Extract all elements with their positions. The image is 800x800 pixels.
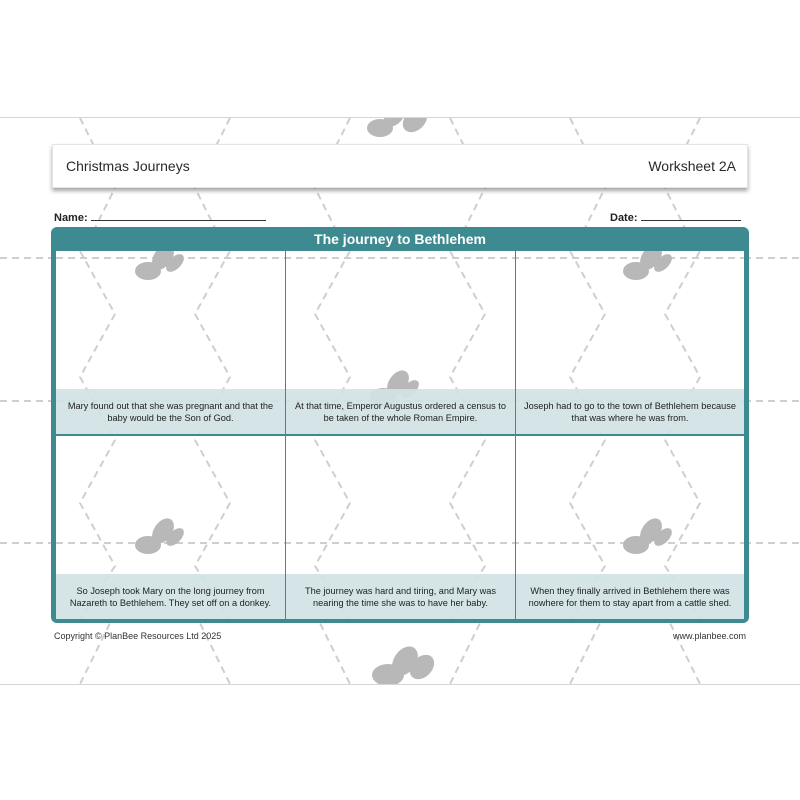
storyboard-grid	[56, 251, 744, 619]
copyright-text: Copyright © PlanBee Resources Ltd 2025	[54, 631, 222, 641]
website-link[interactable]: www.planbee.com	[672, 631, 746, 641]
title-bar	[52, 144, 748, 188]
caption-1: Mary found out that she was pregnant and that the baby would be the Son of God.	[56, 389, 285, 434]
bee-icon	[360, 643, 450, 685]
date-line[interactable]	[641, 210, 741, 221]
name-field	[54, 210, 266, 224]
caption-4: So Joseph took Mary on the long journey from Nazareth to Bethlehem. They set off on a donkey.	[56, 574, 285, 619]
grid-divider	[56, 434, 744, 436]
panel-title: The journey to Bethlehem	[314, 231, 486, 247]
story-cell-5	[286, 436, 515, 619]
date-label: Date:	[610, 212, 638, 224]
caption-3: Joseph had to go to the town of Bethlehem because that was where he was from.	[516, 389, 744, 434]
story-cell-4	[56, 436, 285, 619]
drawing-box-2[interactable]	[286, 251, 515, 387]
story-cell-2	[286, 251, 515, 434]
drawing-box-1[interactable]	[56, 251, 285, 387]
bee-icon	[360, 117, 440, 148]
worksheet-number: Worksheet 2A	[648, 158, 736, 174]
name-label: Name:	[54, 212, 88, 224]
drawing-box-5[interactable]	[286, 436, 515, 572]
story-panel	[51, 227, 749, 623]
drawing-box-4[interactable]	[56, 436, 285, 572]
caption-2: At that time, Emperor Augustus ordered a census to be taken of the whole Roman Empire.	[286, 389, 515, 434]
story-cell-6	[516, 436, 744, 619]
date-field	[610, 210, 741, 224]
story-cell-3	[516, 251, 744, 434]
caption-5: The journey was hard and tiring, and Mary was nearing the time she was to have her baby.	[286, 574, 515, 619]
worksheet-title: Christmas Journeys	[66, 158, 190, 174]
worksheet-page	[0, 117, 800, 685]
name-line[interactable]	[91, 210, 266, 221]
story-cell-1	[56, 251, 285, 434]
drawing-box-6[interactable]	[516, 436, 744, 572]
drawing-box-3[interactable]	[516, 251, 744, 387]
caption-6: When they finally arrived in Bethlehem there was nowhere for them to stay apart from a cattle shed.	[516, 574, 744, 619]
